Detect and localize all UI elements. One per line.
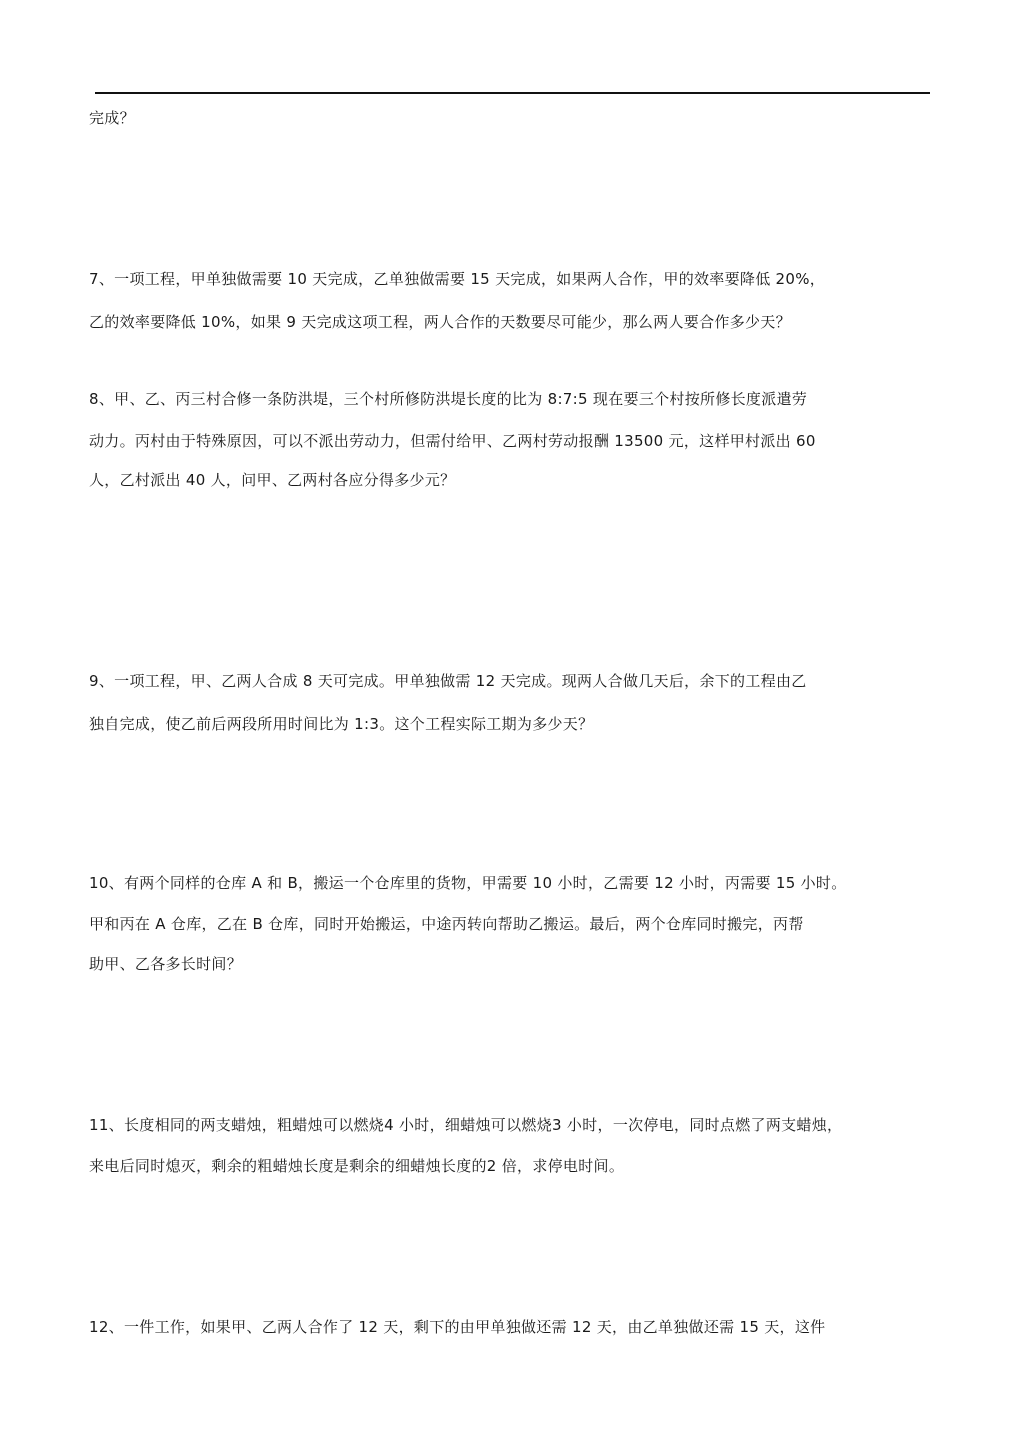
question-11-line-1: 11、长度相同的两支蜡烛，粗蜡烛可以燃烧4 小时，细蜡烛可以燃烧3 小时，一次停电，同时点燃了两支蜡烛， (89, 1116, 843, 1134)
question-8-line-2: 动力。丙村由于特殊原因，可以不派出劳动力，但需付给甲、乙两村劳动报酬 13500 元，这样甲村派出 60 (89, 432, 816, 450)
question-8-line-3: 人，乙村派出 40 人，问甲、乙两村各应分得多少元？ (89, 471, 456, 489)
question-7-line-1: 7、一项工程，甲单独做需要 10 天完成，乙单独做需要 15 天完成，如果两人合作，甲的效率要降低 20%， (89, 270, 826, 288)
question-12-line-1: 12、一件工作，如果甲、乙两人合作了 12 天，剩下的由甲单独做还需 12 天，由乙单独做还需 15 天，这件 (89, 1318, 826, 1336)
question-9-line-2: 独自完成，使乙前后两段所用时间比为 1:3。这个工程实际工期为多少天？ (89, 715, 594, 733)
question-10-line-3: 助甲、乙各多长时间？ (89, 955, 243, 973)
question-9-line-1: 9、一项工程，甲、乙两人合成 8 天可完成。甲单独做需 12 天完成。现两人合做几天后，余下的工程由乙 (89, 672, 807, 690)
question-8-line-1: 8、甲、乙、丙三村合修一条防洪堤，三个村所修防洪堤长度的比为 8:7:5 现在要三个村按所修长度派遣劳 (89, 390, 808, 408)
question-10-line-2: 甲和丙在 A 仓库，乙在 B 仓库，同时开始搬运，中途丙转向帮助乙搬运。最后，两个仓库同时搬完，丙帮 (89, 915, 804, 933)
continuation-text: 完成？ (89, 109, 135, 127)
question-7-line-2: 乙的效率要降低 10%，如果 9 天完成这项工程，两人合作的天数要尽可能少，那么两人要合作多少天？ (89, 313, 791, 331)
header-rule (95, 92, 930, 94)
question-11-line-2: 来电后同时熄灭，剩余的粗蜡烛长度是剩余的细蜡烛长度的2 倍，求停电时间。 (89, 1157, 625, 1175)
question-10-line-1: 10、有两个同样的仓库 A 和 B，搬运一个仓库里的货物，甲需要 10 小时，乙需要 12 小时，丙需要 15 小时。 (89, 874, 847, 892)
